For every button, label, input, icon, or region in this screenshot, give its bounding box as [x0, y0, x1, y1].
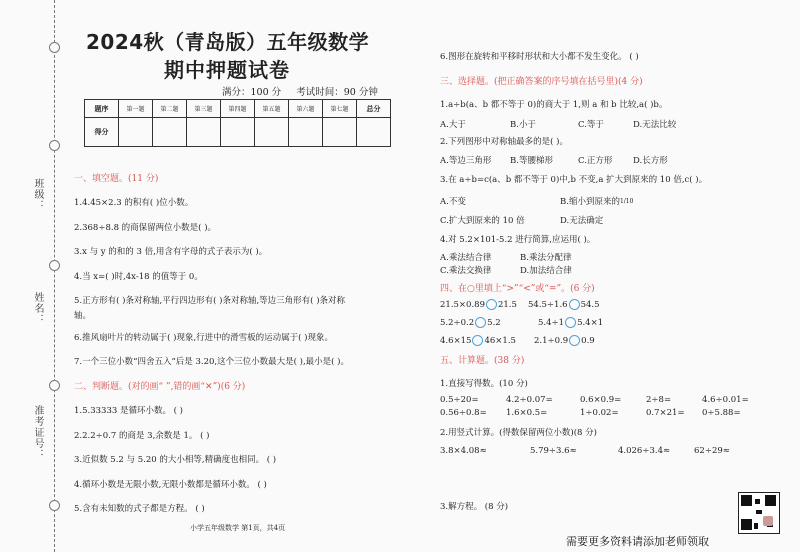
oral-calc: 0÷5.88=	[702, 408, 741, 418]
question: 2.下列图形中对称轴最多的是( )。	[440, 137, 568, 147]
section-5-heading: 五、计算题。(38 分)	[440, 356, 525, 366]
score-blank[interactable]	[153, 118, 187, 147]
expr: 0.9	[581, 336, 595, 346]
binding-hole	[49, 260, 60, 271]
question-continued: 轴。	[74, 311, 92, 321]
expr: 5.4÷1	[538, 318, 565, 328]
score-cell: 第二题	[153, 100, 187, 118]
question: 4.当 x=( )时,4x-18 的值等于 0。	[74, 272, 203, 282]
binding-hole	[49, 500, 60, 511]
score-cell: 题序	[85, 100, 119, 118]
oral-calc: 1.6×0.5=	[506, 408, 548, 418]
vertical-calc: 5.79÷3.6≈	[530, 446, 577, 456]
score-table-header-row	[85, 100, 391, 118]
name-label: 姓名：	[32, 292, 43, 325]
compare-row	[528, 299, 600, 310]
compare-circle[interactable]	[472, 335, 483, 346]
score-cell: 第四题	[221, 100, 255, 118]
question: 3.近似数 5.2 与 5.20 的大小相等,精确度也相同。 ( )	[74, 455, 277, 465]
score-cell: 第一题	[119, 100, 153, 118]
oral-calc: 4.6÷0.01=	[702, 395, 749, 405]
full-score: 满分：100 分	[222, 87, 282, 98]
option: D.无法确定	[560, 216, 604, 226]
vertical-calc: 3.8×4.08≈	[440, 446, 487, 456]
question: 6.推风扇叶片的转动属于( )现象,行进中的滑雪板的运动属于( )现象。	[74, 333, 333, 343]
qr-code[interactable]	[738, 492, 780, 534]
question: 5.正方形有( )条对称轴,平行四边形有( )条对称轴,等边三角形有( )条对称	[74, 296, 346, 306]
score-cell: 第三题	[187, 100, 221, 118]
expr: 5.2÷0.2	[440, 318, 475, 328]
binding-hole	[49, 140, 60, 151]
expr: 54.5÷1.6	[528, 300, 568, 310]
score-blank[interactable]	[323, 118, 357, 147]
section-1-heading: 一、填空题。(11 分)	[74, 174, 159, 184]
class-label: 班级：	[32, 178, 43, 211]
expr: 5.2	[487, 318, 501, 328]
option: A.大于	[440, 120, 466, 130]
option: C.等于	[578, 120, 604, 130]
compare-circle[interactable]	[565, 317, 576, 328]
option: D.加法结合律	[520, 266, 572, 276]
compare-row	[538, 317, 603, 328]
expr: 4.6×15	[440, 336, 472, 346]
oral-calc: 0.5÷20=	[440, 395, 479, 405]
question: 2.2.2÷0.7 的商是 3,余数是 1。 ( )	[74, 431, 210, 441]
option: C.扩大到原来的 10 倍	[440, 216, 525, 226]
compare-circle[interactable]	[475, 317, 486, 328]
question: 4.循环小数是无限小数,无限小数都是循环小数。 ( )	[74, 480, 267, 490]
binding-margin	[28, 0, 58, 552]
compare-row	[534, 335, 595, 346]
score-blank[interactable]	[289, 118, 323, 147]
promo-banner: 需要更多资料请添加老师领取	[566, 535, 709, 548]
binding-hole	[49, 42, 60, 53]
compare-circle[interactable]	[569, 299, 580, 310]
right-column	[440, 0, 770, 552]
section-3-heading: 三、选择题。(把正确答案的序号填在括号里)(4 分)	[440, 77, 643, 87]
oral-calc: 0.6×0.9=	[580, 395, 622, 405]
compare-row	[440, 317, 501, 328]
exam-meta	[222, 84, 378, 98]
option: A.乘法结合律	[440, 253, 492, 263]
expr: 54.5	[580, 300, 600, 310]
sub-question: 2.用竖式计算。(得数保留两位小数)(8 分)	[440, 428, 597, 438]
compare-circle[interactable]	[569, 335, 580, 346]
question: 1.5.33333 是循环小数。 ( )	[74, 406, 183, 416]
option: B.乘法分配律	[520, 253, 572, 263]
expr: 2.1÷0.9	[534, 336, 569, 346]
score-blank[interactable]	[187, 118, 221, 147]
question: 2.368÷8.8 的商保留两位小数是( )。	[74, 223, 217, 233]
page-footer: 小学五年级数学 第1页，共4页	[190, 524, 286, 532]
oral-calc: 1÷0.02=	[580, 408, 619, 418]
compare-circle[interactable]	[486, 299, 497, 310]
left-column	[72, 0, 422, 552]
oral-calc: 0.56÷0.8=	[440, 408, 487, 418]
question: 3.在 a÷b=c(a、b 都不等于 0)中,b 不变,a 扩大到原来的 10 倍,c( )。	[440, 175, 708, 185]
question: 4.对 5.2×101-5.2 进行简算,应运用( )。	[440, 235, 596, 245]
question: 7.一个三位小数“四舍五入”后是 3.20,这个三位小数最大是( ),最小是( )。	[74, 357, 350, 367]
question: 5.含有未知数的式子都是方程。 ( )	[74, 504, 205, 514]
option	[560, 195, 633, 207]
avatar	[763, 516, 773, 526]
score-cell: 总分	[357, 100, 391, 118]
question: 1.a÷b(a、b 都不等于 0)的商大于 1,则 a 和 b 比较,a( )b。	[440, 100, 668, 110]
option: A.不变	[440, 197, 466, 207]
question: 6.图形在旋转和平移时形状和大小都不发生变化。 ( )	[440, 52, 639, 62]
score-cell: 第五题	[255, 100, 289, 118]
cut-line	[54, 0, 55, 552]
option-text: B.缩小到原来的	[560, 197, 620, 207]
expr: 21.5×0.89	[440, 300, 485, 310]
exam-title: 2024秋（青岛版）五年级数学	[86, 30, 370, 54]
option: A.等边三角形	[440, 156, 492, 166]
fraction: 1/10	[619, 198, 634, 205]
score-cell: 第七题	[323, 100, 357, 118]
oral-calc: 2÷8=	[646, 395, 672, 405]
score-table-score-row	[85, 118, 391, 147]
score-blank[interactable]	[357, 118, 391, 147]
score-table	[84, 99, 391, 147]
expr: 5.4×1	[577, 318, 604, 328]
option: C.乘法交换律	[440, 266, 492, 276]
score-blank[interactable]	[119, 118, 153, 147]
section-4-heading: 四、在○里填上“>”“<”或“=”。(6 分)	[440, 284, 595, 294]
sub-question: 3.解方程。 (8 分)	[440, 502, 509, 512]
question: 1.4.45×2.3 的积有( )位小数。	[74, 198, 194, 208]
score-cell: 第六题	[289, 100, 323, 118]
binding-hole	[49, 380, 60, 391]
vertical-calc: 4.026÷3.4≈	[618, 446, 671, 456]
score-cell: 得分	[85, 118, 119, 147]
vertical-calc: 62÷29≈	[694, 446, 730, 456]
score-blank[interactable]	[255, 118, 289, 147]
question: 3.x 与 y 的和的 3 倍,用含有字母的式子表示为( )。	[74, 247, 268, 257]
option: C.正方形	[578, 156, 613, 166]
oral-calc: 0.7×21=	[646, 408, 685, 418]
exam-time: 考试时间：90 分钟	[296, 87, 378, 98]
section-2-heading: 二、判断题。(对的画“ ”,错的画“✕”)(6 分)	[74, 382, 246, 392]
expr: 46×1.5	[484, 336, 516, 346]
expr: 21.5	[497, 300, 517, 310]
exam-subtitle: 期中押题试卷	[164, 58, 290, 82]
compare-row	[440, 335, 516, 346]
sub-question: 1.直接写得数。(10 分)	[440, 379, 528, 389]
option: D.长方形	[633, 156, 668, 166]
option: D.无法比较	[633, 120, 677, 130]
option: B.小于	[510, 120, 536, 130]
compare-row	[440, 299, 517, 310]
score-blank[interactable]	[221, 118, 255, 147]
exam-number-label: 准考证号：	[32, 405, 43, 460]
option: B.等腰梯形	[510, 156, 553, 166]
oral-calc: 4.2÷0.07=	[506, 395, 553, 405]
